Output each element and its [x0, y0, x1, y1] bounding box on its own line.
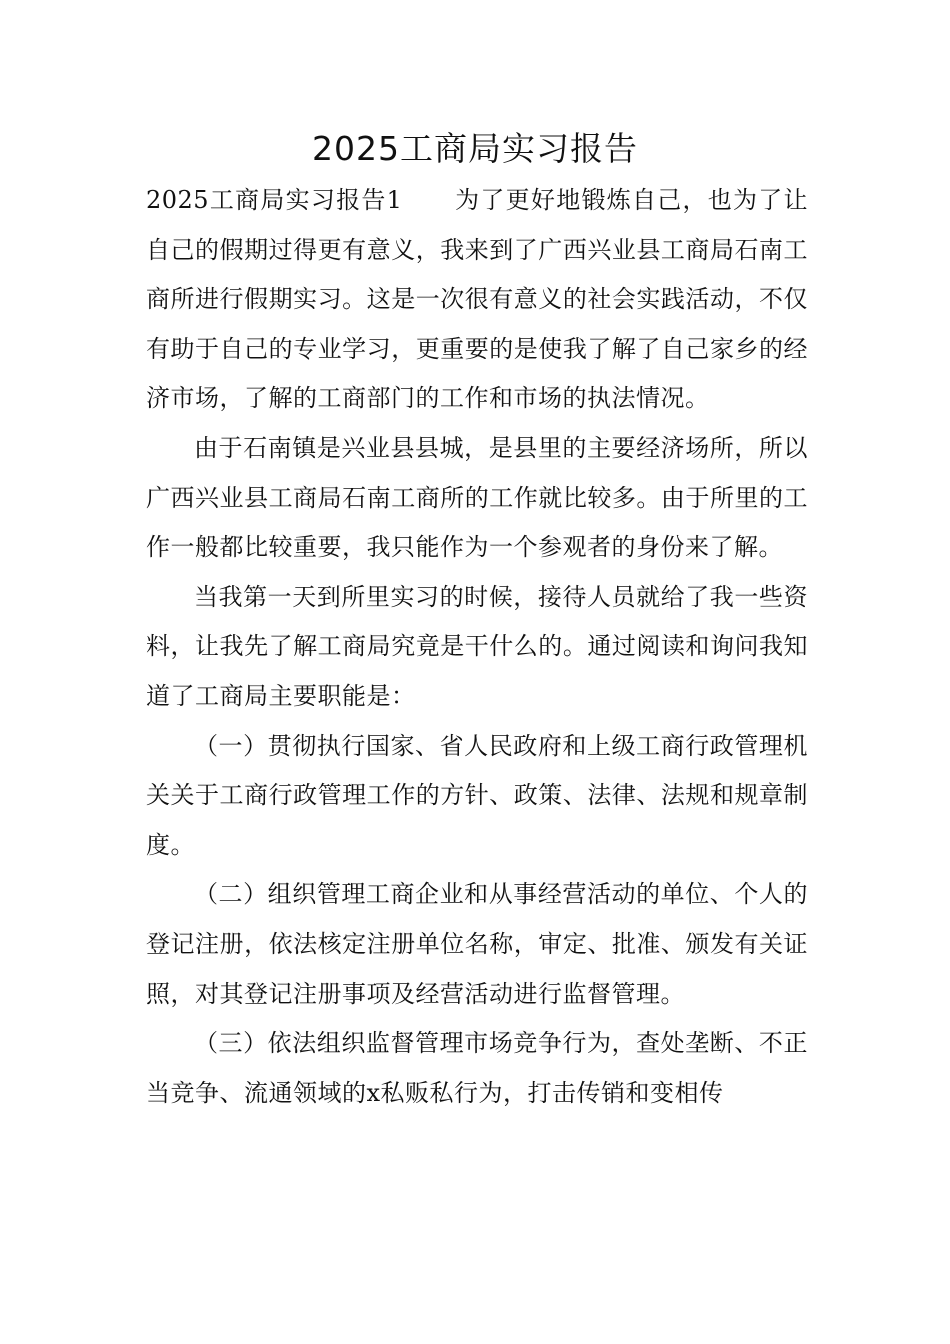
document-title: 2025工商局实习报告	[312, 129, 638, 168]
intro-lead: 2025工商局实习报告1	[146, 186, 403, 214]
paragraph-intro	[146, 176, 808, 424]
paragraph-1-text: 为了更好地锻炼自己，也为了让自己的假期过得更有意义，我来到了广西兴业县工商局石南工商所进行假期实习。这是一次很有意义的社会实践活动，不仅有助于自己的专业学习，更重要的是使我了解了自己家乡的经济市场，了解的工商部门的工作和市场的执法情况。	[146, 186, 808, 413]
paragraph-2: 由于石南镇是兴业县县城，是县里的主要经济场所，所以广西兴业县工商局石南工商所的工作就比较多。由于所里的工作一般都比较重要，我只能作为一个参观者的身份来了解。	[146, 433, 808, 562]
paragraph-6: （三）依法组织监督管理市场竞争行为，查处垄断、不正当竞争、流通领域的x私贩私行为，打击传销和变相传	[146, 1029, 808, 1107]
paragraph-5: （二）组织管理工商企业和从事经营活动的单位、个人的登记注册，依法核定注册单位名称，审定、批准、颁发有关证照，对其登记注册事项及经营活动进行监督管理。	[146, 880, 808, 1008]
paragraph-4: （一）贯彻执行国家、省人民政府和上级工商行政管理机关关于工商行政管理工作的方针、政策、法律、法规和规章制度。	[146, 731, 808, 859]
paragraph-3: 当我第一天到所里实习的时候，接待人员就给了我一些资料，让我先了解工商局究竟是干什么的。通过阅读和询问我知道了工商局主要职能是：	[146, 582, 808, 710]
document-body	[146, 176, 808, 1118]
